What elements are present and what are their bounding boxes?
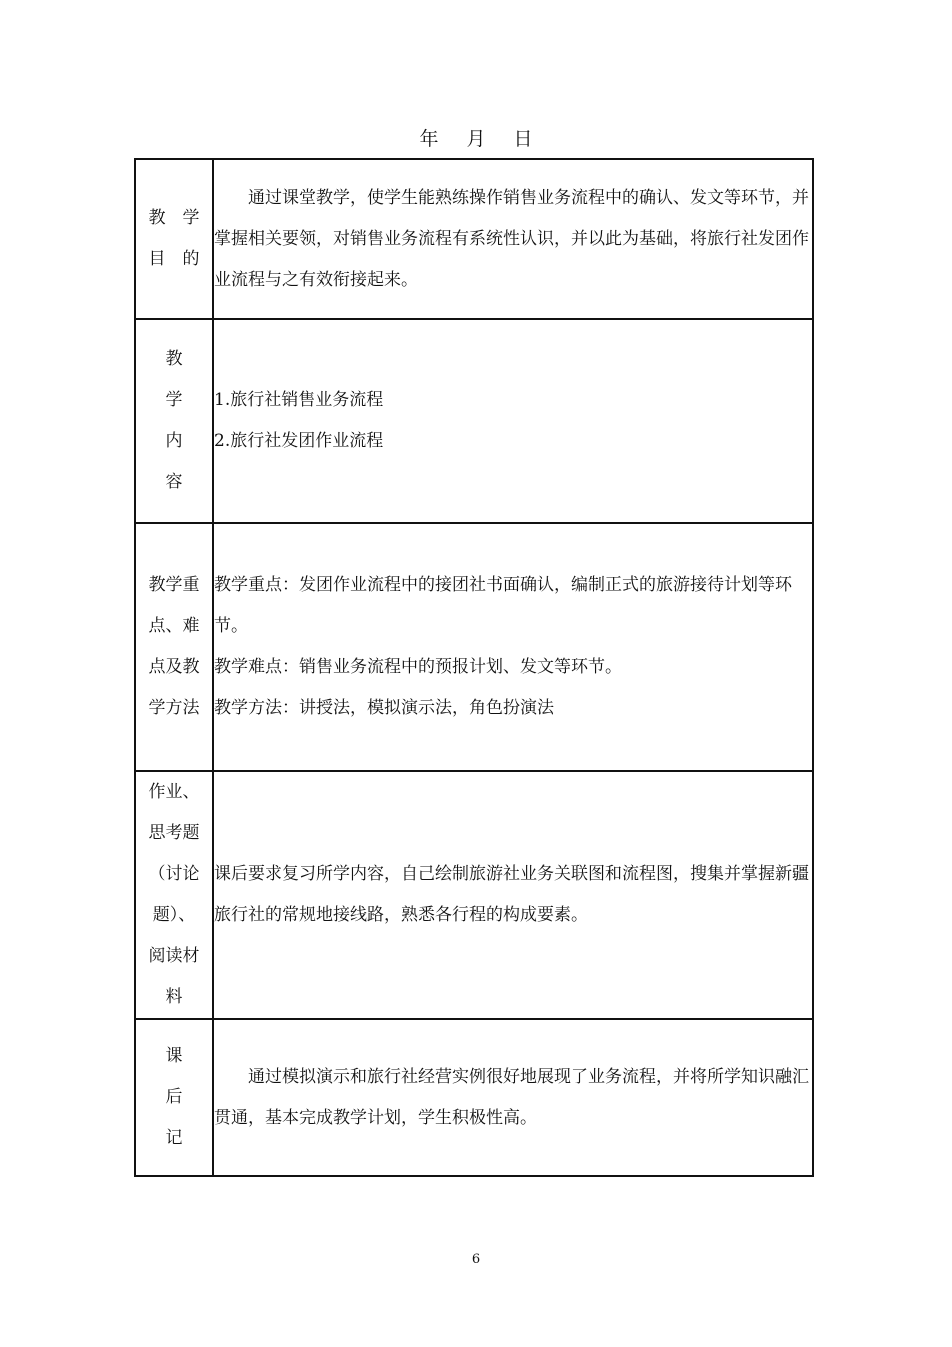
year-label: 年: [419, 128, 439, 150]
key-point-line: 教学重点：发团作业流程中的接团社书面确认，编制正式的旅游接待计划等环节。: [214, 575, 792, 636]
afterword-text: 通过模拟演示和旅行社经营实例很好地展现了业务流程，并将所学知识融汇贯通，基本完成教学计划，学生积极性高。: [214, 1066, 809, 1128]
teaching-content-label-char: 内: [165, 431, 183, 451]
row-homework: [135, 771, 813, 1019]
key-points-label-line: 教学重: [148, 575, 200, 595]
homework-label-line: 题）、: [152, 905, 196, 925]
teaching-aim-label: [135, 159, 213, 319]
page-number: 6: [471, 1252, 481, 1267]
afterword-label-char: 课: [165, 1046, 183, 1066]
homework-label-line: 料: [165, 987, 183, 1007]
teaching-aim-label-line: 教 学: [148, 208, 200, 228]
month-label: 月: [466, 128, 486, 150]
row-key-points: [135, 523, 813, 771]
afterword-label-char: 后: [165, 1087, 183, 1107]
afterword-content: [213, 1019, 813, 1176]
key-points-label: [135, 523, 213, 771]
row-afterword: [135, 1019, 813, 1176]
afterword-label: [135, 1019, 213, 1176]
content-item: 2.旅行社发团作业流程: [214, 431, 384, 451]
key-points-label-line: 学方法: [148, 698, 200, 718]
homework-text: 课后要求复习所学内容，自己绘制旅游社业务关联图和流程图，搜集并掌握新疆旅行社的常规地接线路，熟悉各行程的构成要素。: [214, 864, 809, 925]
day-label: 日: [513, 128, 533, 150]
homework-content: [213, 771, 813, 1019]
homework-label-line: 思考题: [148, 823, 200, 843]
homework-label-line: 作业、: [148, 782, 200, 802]
teaching-content-label: [135, 319, 213, 523]
key-points-label-line: 点及教: [148, 657, 200, 677]
date-line: [0, 124, 952, 151]
teaching-aim-label-line: 目 的: [148, 249, 200, 269]
key-point-line: 教学方法：讲授法，模拟演示法，角色扮演法: [214, 698, 554, 718]
homework-label-line: 阅读材: [148, 946, 200, 966]
row-teaching-aim: [135, 159, 813, 319]
teaching-aim-content: [213, 159, 813, 319]
teaching-content-label-char: 教: [165, 349, 183, 369]
content-item: 1.旅行社销售业务流程: [214, 390, 384, 410]
key-points-label-line: 点、难: [148, 616, 200, 636]
teaching-aim-text: 通过课堂教学，使学生能熟练操作销售业务流程中的确认、发文等环节，并掌握相关要领，对销售业务流程有系统性认识，并以此为基础，将旅行社发团作业流程与之有效衔接起来。: [214, 187, 809, 290]
teaching-content-content: [213, 319, 813, 523]
key-point-line: 教学难点：销售业务流程中的预报计划、发文等环节。: [214, 657, 622, 677]
homework-label: [135, 771, 213, 1019]
row-teaching-content: [135, 319, 813, 523]
key-points-content: [213, 523, 813, 771]
homework-label-line: （讨论: [148, 864, 200, 884]
teaching-content-label-char: 容: [165, 472, 183, 492]
teaching-content-label-char: 学: [165, 390, 183, 410]
lesson-plan-table: [134, 158, 814, 1177]
afterword-label-char: 记: [165, 1128, 183, 1148]
